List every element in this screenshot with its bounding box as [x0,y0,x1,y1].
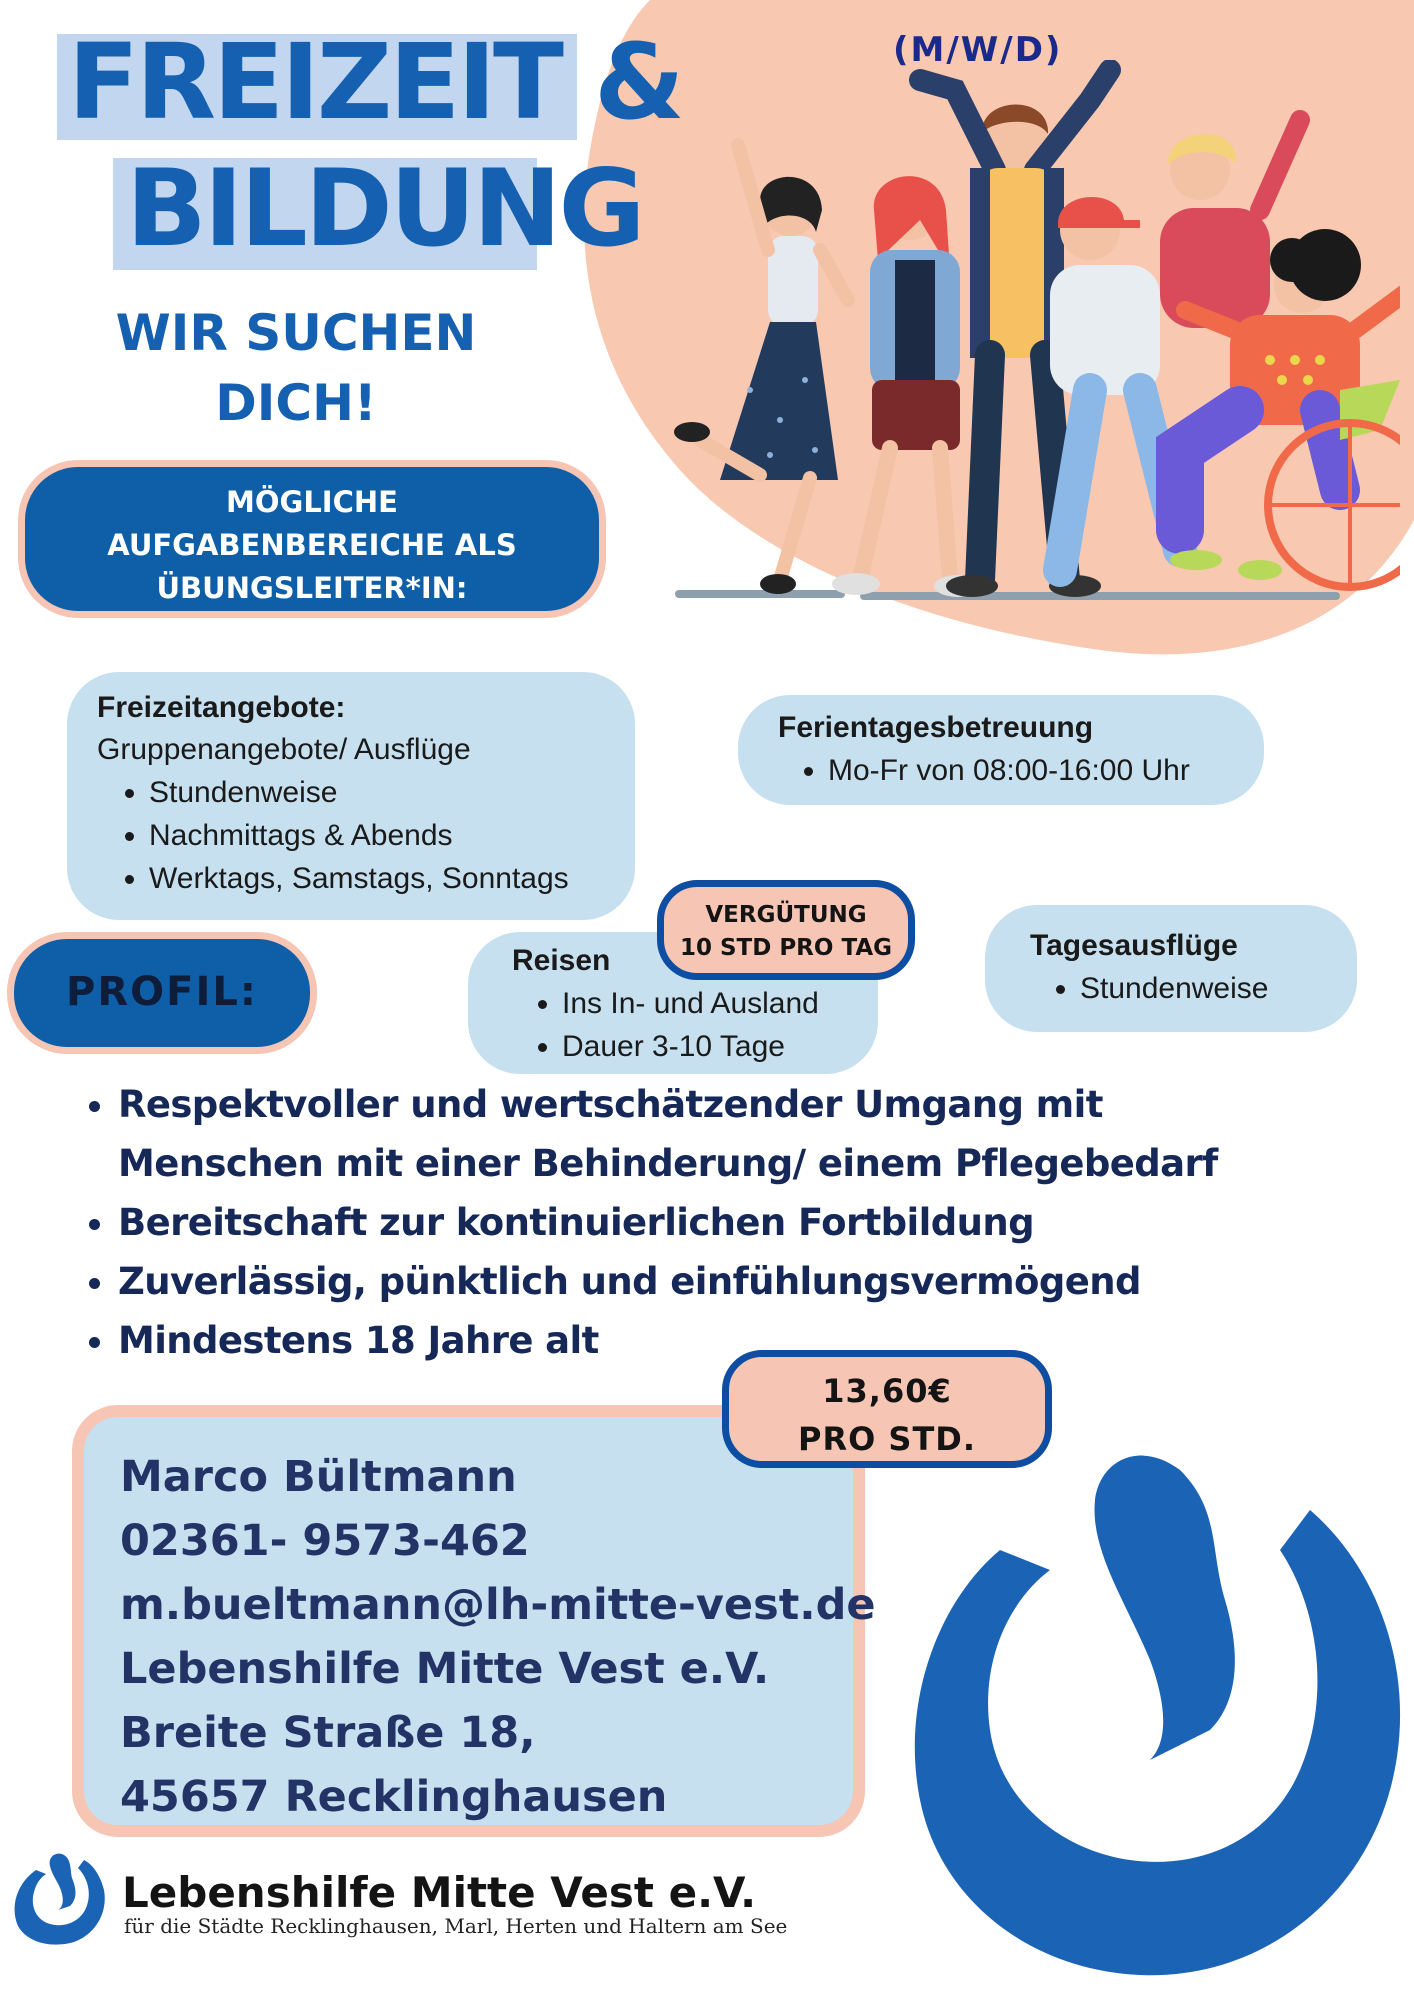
page-title-line1: FREIZEIT & [68,21,682,143]
pay-badge-amount: 13,60€ [822,1372,952,1410]
tagesausfluege-heading: Tagesausflüge [1030,929,1238,962]
subheading-line2: DICH! [215,374,377,432]
footer-tagline: für die Städte Recklinghausen, Marl, Herten und Haltern am See [124,1914,788,1938]
list-item: • Respektvoller und wertschätzender Umgang mit Menschen mit einer Behinderung/ einem Pflegebedarf [118,1075,1298,1193]
freizeitangebote-box [67,672,635,920]
group-of-people-illustration [620,60,1400,610]
contact-city: 45657 Recklinghausen [120,1772,668,1822]
profil-label [7,932,317,1054]
list-item: • Stundenweise [1080,967,1357,1010]
footer-logo-icon [8,1848,112,1948]
pay-badge-unit: PRO STD. [797,1420,977,1458]
profil-list [70,1075,1298,1370]
contact-box [72,1405,876,1837]
reisen-heading: Reisen [512,944,611,977]
list-item: • Mo-Fr von 08:00-16:00 Uhr [828,749,1264,792]
profil-label-text: PROFIL: [66,969,258,1015]
tasks-banner-line1: MÖGLICHE [226,485,398,519]
freizeitangebote-heading: Freizeitangebote: [97,691,346,724]
list-item: • Bereitschaft zur kontinuierlichen Fortbildung [118,1193,1298,1252]
contact-email[interactable]: m.bueltmann@lh-mitte-vest.de [120,1580,876,1630]
list-item: • Nachmittags & Abends [149,814,635,857]
tasks-banner [18,460,606,618]
contact-street: Breite Straße 18, [120,1708,536,1758]
footer-organization-name: Lebenshilfe Mitte Vest e.V. [122,1868,757,1917]
verguetung-badge [657,880,915,980]
list-item: • Werktags, Samstags, Sonntags [149,857,635,900]
page-title-line2: BILDUNG [126,147,643,270]
list-item: • Dauer 3-10 Tage [562,1025,878,1068]
gender-tag: (M/W/D) [893,30,1063,70]
lebenshilfe-logo-icon [880,1400,1414,2000]
tasks-banner-line3: ÜBUNGSLEITER*IN: [156,571,468,605]
ferientagesbetreuung-heading: Ferientagesbetreuung [778,711,1094,744]
list-item: • Stundenweise [149,771,635,814]
subheading-line1: WIR SUCHEN [115,304,477,362]
tasks-banner-line2: AUFGABENBEREICHE ALS [107,528,517,562]
list-item: • Ins In- und Ausland [562,982,878,1025]
verguetung-badge-line1: VERGÜTUNG [705,902,867,928]
contact-name: Marco Bültmann [120,1452,517,1502]
verguetung-badge-line2: 10 STD PRO TAG [679,935,893,961]
freizeitangebote-subtitle: Gruppenangebote/ Ausflüge [97,733,471,766]
tagesausfluege-box [985,905,1357,1032]
list-item: • Zuverlässig, pünktlich und einfühlungsvermögend [118,1252,1298,1311]
list-item: • Mindestens 18 Jahre alt [118,1311,1298,1370]
ferientagesbetreuung-box [738,695,1264,805]
contact-phone[interactable]: 02361- 9573-462 [120,1516,530,1566]
contact-organization: Lebenshilfe Mitte Vest e.V. [120,1644,770,1694]
